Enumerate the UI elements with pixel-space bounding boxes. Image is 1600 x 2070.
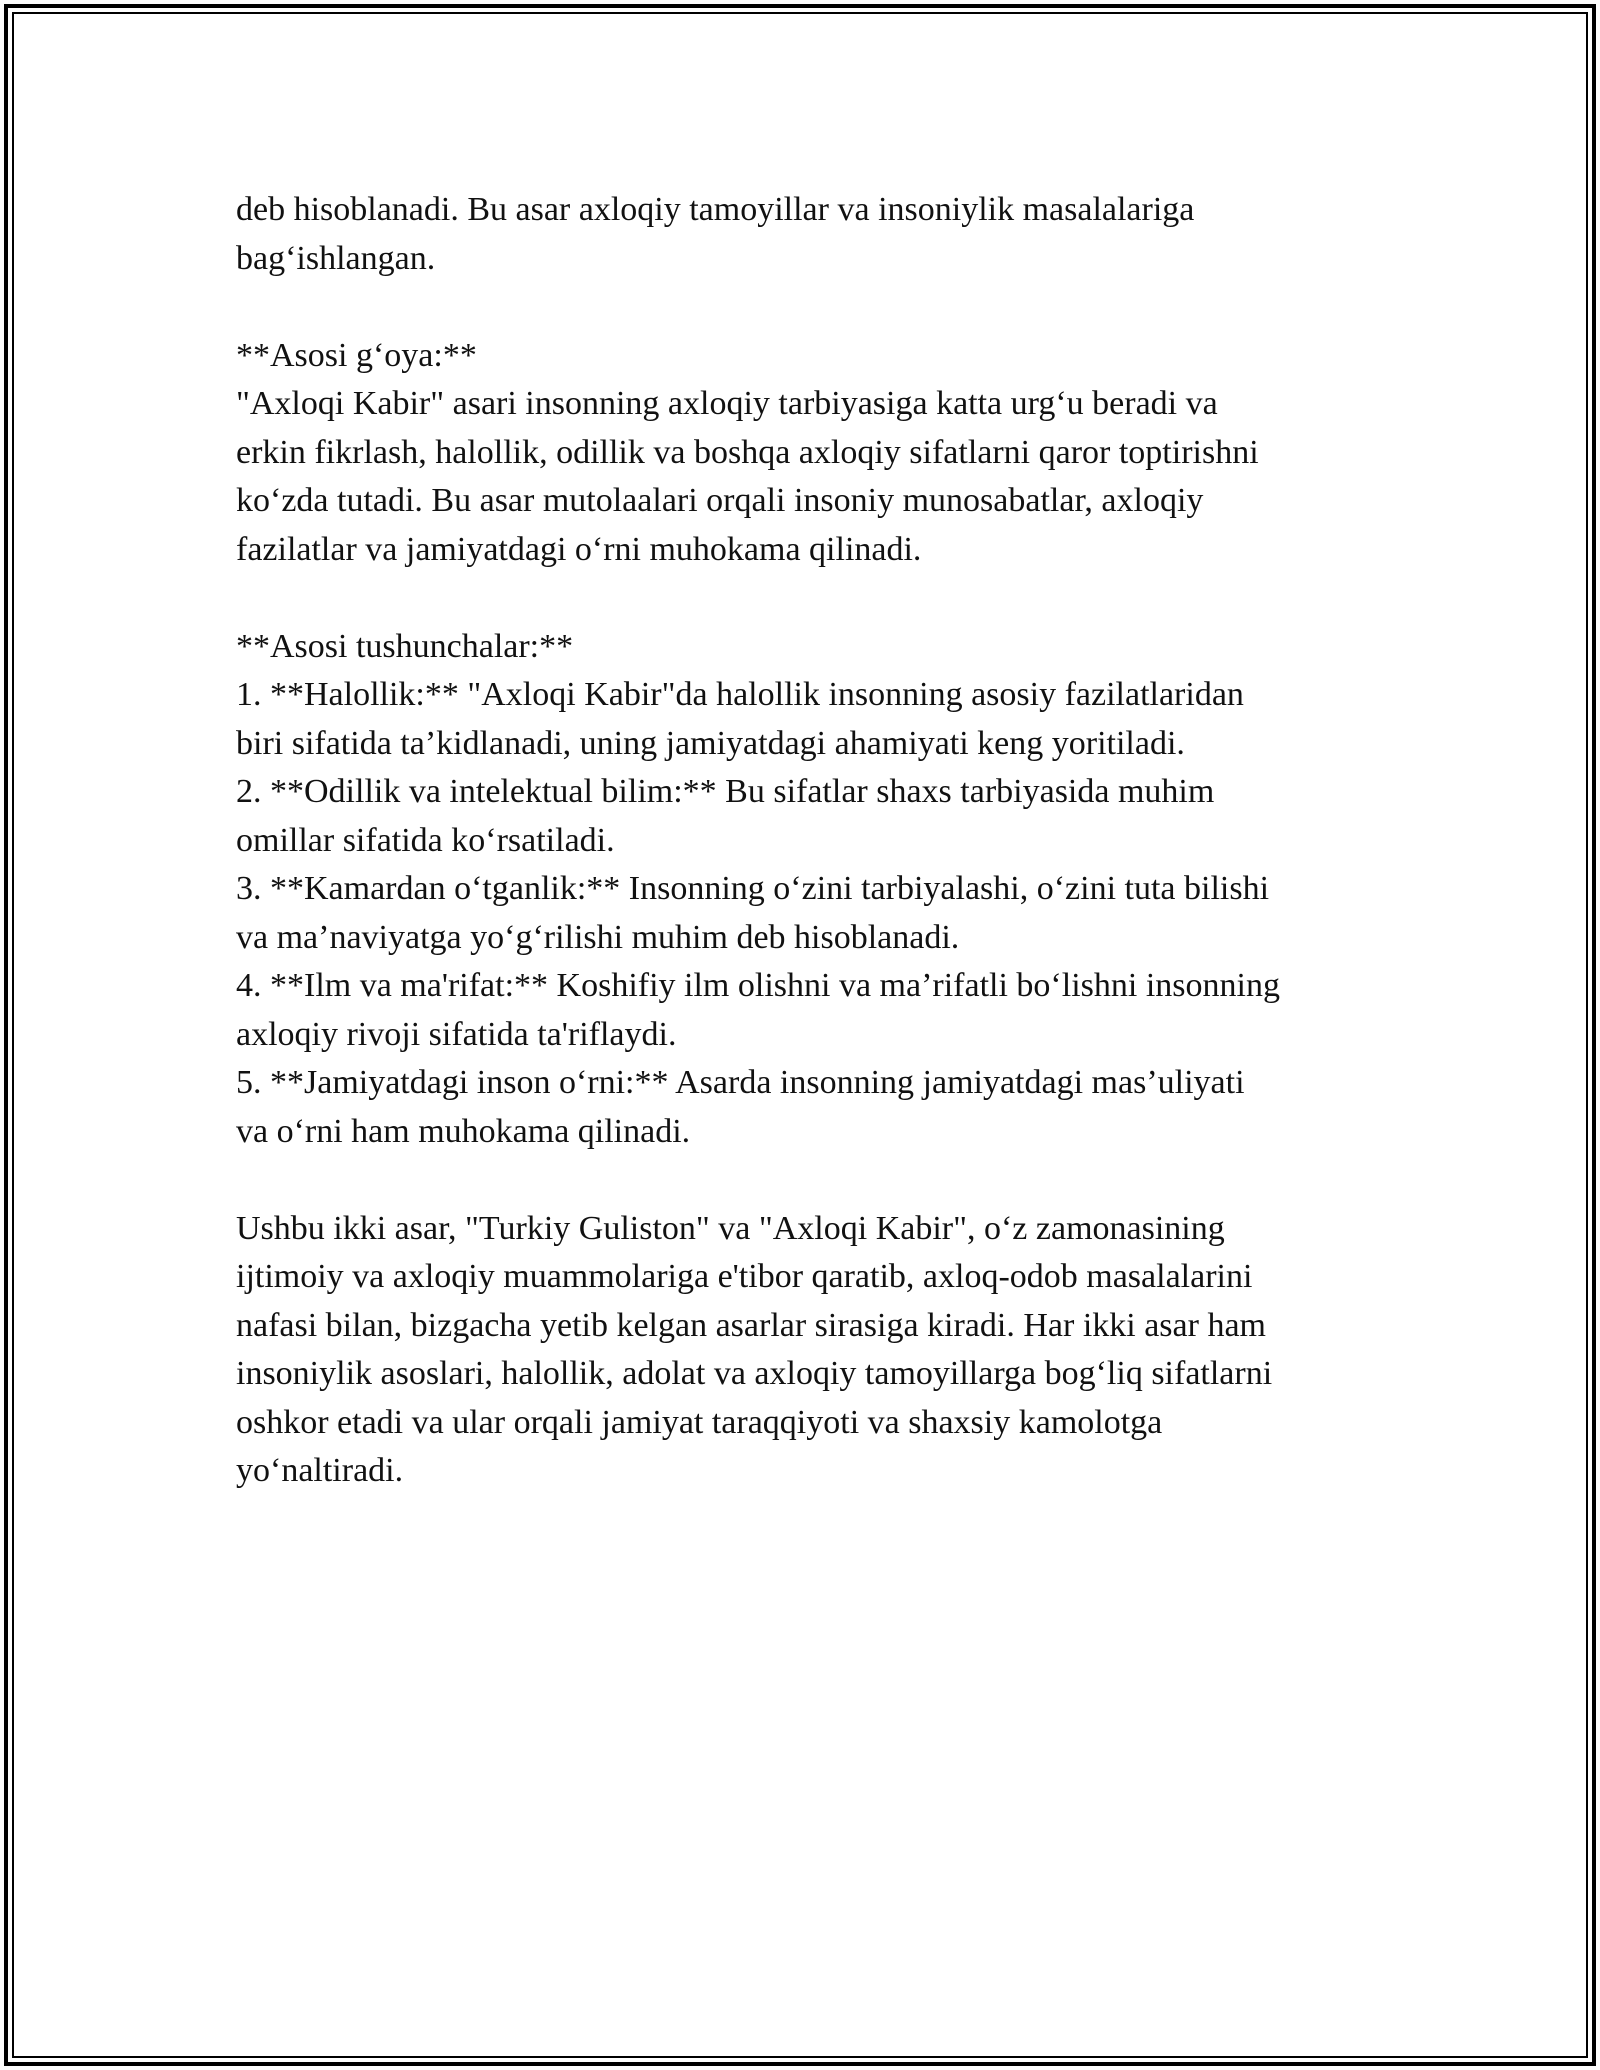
- paragraph-spacer: [236, 1156, 1376, 1205]
- list-item: [236, 671, 1376, 768]
- main-idea-section: [236, 332, 1376, 575]
- text-line: deb hisoblanadi. Bu asar axloqiy tamoyillar va insoniylik masalalariga: [236, 191, 1195, 228]
- section-heading: **Asosi tushunchalar:**: [236, 627, 574, 665]
- text-line: axloqiy rivoji sifatida ta'riflaydi.: [236, 1015, 677, 1053]
- text-line: 2. **Odillik va intelektual bilim:** Bu sifatlar shaxs tarbiyasida muhim: [236, 773, 1215, 810]
- text-line: 3. **Kamardan o‘tganlik:** Insonning o‘zini tarbiyalashi, o‘zini tuta bilishi: [236, 870, 1270, 907]
- section-heading: **Asosi g‘oya:**: [236, 336, 477, 374]
- text-line: 1. **Halollik:** "Axloqi Kabir"da halollik insonning asosiy fazilatlaridan: [236, 676, 1244, 713]
- intro-paragraph: [236, 186, 1376, 283]
- text-line: va o‘rni ham muhokama qilinadi.: [236, 1112, 691, 1150]
- text-line: omillar sifatida ko‘rsatiladi.: [236, 821, 615, 859]
- text-line: erkin fikrlash, halollik, odillik va boshqa axloqiy sifatlarni qaror toptirishni: [236, 433, 1259, 471]
- concepts-section: [236, 623, 1376, 1157]
- paragraph-spacer: [236, 574, 1376, 623]
- text-line: yo‘naltiradi.: [236, 1452, 404, 1489]
- text-line: "Axloqi Kabir" asari insonning axloqiy tarbiyasiga katta urg‘u beradi va: [236, 385, 1218, 422]
- text-line: oshkor etadi va ular orqali jamiyat taraqqiyoti va shaxsiy kamolotga: [236, 1403, 1163, 1441]
- text-line: fazilatlar va jamiyatdagi o‘rni muhokama qilinadi.: [236, 530, 922, 568]
- text-line: nafasi bilan, bizgacha yetib kelgan asarlar sirasiga kiradi. Har ikki asar ham: [236, 1306, 1266, 1344]
- list-item: [236, 962, 1376, 1059]
- text-line: ijtimoiy va axloqiy muammolariga e'tibor qaratib, axloq-odob masalalarini: [236, 1258, 1253, 1295]
- text-line: ko‘zda tutadi. Bu asar mutolaalari orqali insoniy munosabatlar, axloqiy: [236, 482, 1204, 519]
- text-line: Ushbu ikki asar, "Turkiy Guliston" va "Axloqi Kabir", o‘z zamonasining: [236, 1209, 1225, 1247]
- list-item: [236, 1059, 1376, 1156]
- text-line: va ma’naviyatga yo‘g‘rilishi muhim deb hisoblanadi.: [236, 918, 960, 956]
- list-item: [236, 768, 1376, 865]
- text-line: insoniylik asoslari, halollik, adolat va axloqiy tamoyillarga bog‘liq sifatlarni: [236, 1355, 1273, 1392]
- conclusion-paragraph: [236, 1205, 1376, 1496]
- list-item: [236, 865, 1376, 962]
- text-line: bag‘ishlangan.: [236, 239, 436, 277]
- text-line: 4. **Ilm va ma'rifat:** Koshifiy ilm olishni va ma’rifatli bo‘lishni insonning: [236, 967, 1280, 1004]
- document-body: [236, 186, 1376, 1496]
- paragraph-spacer: [236, 283, 1376, 332]
- text-line: 5. **Jamiyatdagi inson o‘rni:** Asarda insonning jamiyatdagi mas’uliyati: [236, 1064, 1245, 1101]
- text-line: biri sifatida ta’kidlanadi, uning jamiyatdagi ahamiyati keng yoritiladi.: [236, 724, 1185, 762]
